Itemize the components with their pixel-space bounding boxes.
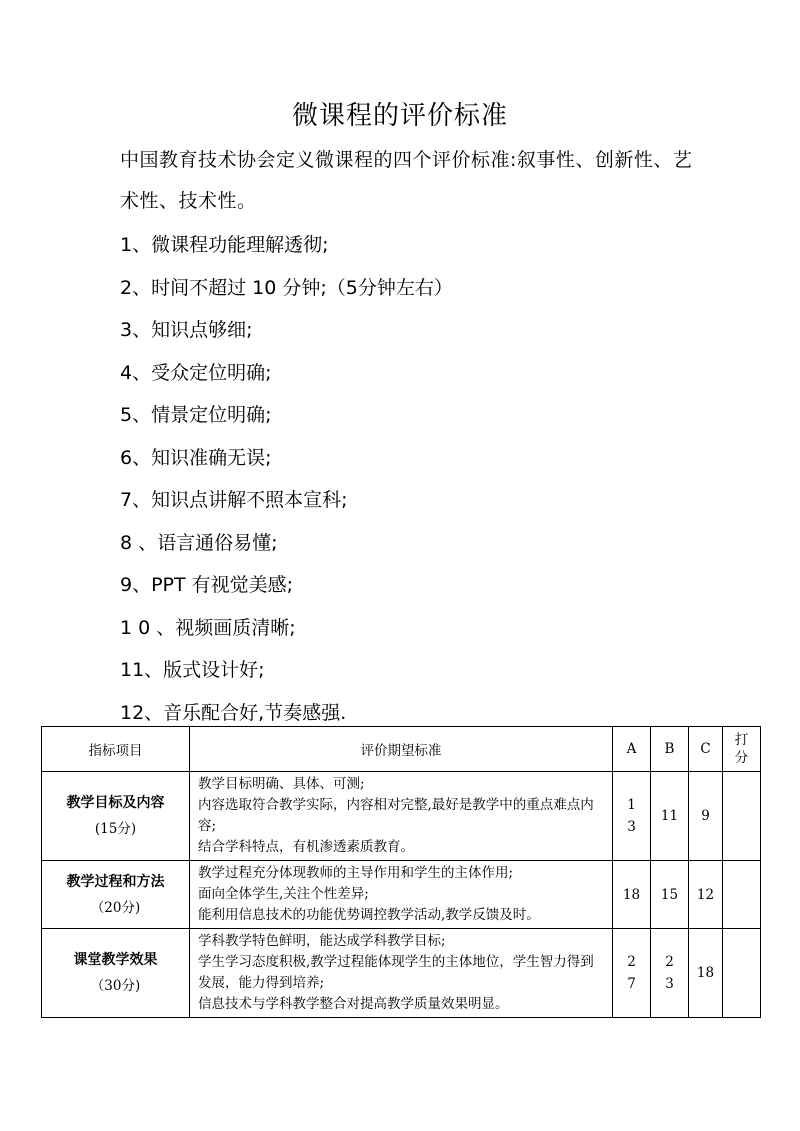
grade-b-cell: 15 [651,861,689,929]
standard-cell [190,929,613,1018]
criteria-item: 2、时间不超过 10 分钟;（5分钟左右） [120,276,453,299]
criteria-item: 3、知识点够细; [120,319,253,341]
standard-cell [190,772,613,861]
item-name: 教学目标及内容 [66,795,165,811]
criteria-item: 5、情景定位明确; [120,404,272,426]
standard-line: 学生学习态度积极,教学过程能体现学生的主体地位，学生智力得到发展，能力得到培养; [198,954,594,991]
criteria-item: 9、PPT 有视觉美感; [120,574,294,596]
item-points: （20分) [90,899,141,916]
grade-a-cell: 27 [613,929,651,1018]
table-row [42,772,761,861]
criteria-item: 7、知识点讲解不照本宣科; [120,489,348,511]
header-standard: 评价期望标准 [190,727,613,772]
grade-a-cell: 13 [613,772,651,861]
standard-line: 教学目标明确、具体、可测; [198,776,365,792]
grade-c-cell: 12 [689,861,723,929]
document-title: 微课程的评价标准 [291,101,508,131]
score-input-cell[interactable] [723,929,761,1018]
standard-line: 信息技术与学科教学整合对提高教学质量效果明显。 [198,996,509,1012]
item-cell [42,929,190,1018]
item-points: (15分) [94,821,137,837]
header-grade-c: C [689,727,723,772]
header-score: 打分 [723,727,761,772]
criteria-list [120,224,720,734]
table-header-row [42,727,761,772]
standard-line: 教学过程充分体现教师的主导作用和学生的主体作用; [198,865,514,881]
score-input-cell[interactable] [723,861,761,929]
grade-b-cell: 11 [651,772,689,861]
header-item: 指标项目 [42,727,190,772]
item-name: 课堂教学效果 [73,952,158,968]
criteria-item: 12、音乐配合好,节奏感强. [120,701,347,724]
standard-line: 学科教学特色鲜明，能达成学科教学目标; [198,933,446,949]
grade-b-cell: 23 [651,929,689,1018]
evaluation-table [41,726,761,1018]
standard-line: 结合学科特点，有机渗透素质教育。 [198,839,414,855]
standard-cell [190,861,613,929]
table-row [42,929,761,1018]
grade-c-cell: 9 [689,772,723,861]
intro-paragraph: 中国教育技术协会定义微课程的四个评价标准:叙事性、创新性、艺术性、技术性。 [120,149,693,212]
item-points: （30分) [90,978,141,994]
criteria-item: 11、版式设计好; [120,659,265,681]
standard-line: 内容选取符合教学实际，内容相对完整,最好是教学中的重点难点内容; [198,797,594,834]
item-cell [42,772,190,861]
item-cell [42,861,190,929]
header-grade-a: A [613,727,651,772]
criteria-item: 1、微课程功能理解透彻; [120,234,329,256]
table-row [42,861,761,929]
score-input-cell[interactable] [723,772,761,861]
grade-a-cell: 18 [613,861,651,929]
standard-line: 能利用信息技术的功能优势调控教学活动,教学反馈及时。 [198,907,540,923]
criteria-item: 8 、语言通俗易懂; [120,531,278,554]
criteria-item: 1 0 、视频画质清晰; [120,616,296,639]
item-name: 教学过程和方法 [66,873,165,890]
grade-c-cell: 18 [689,929,723,1018]
standard-line: 面向全体学生,关注个性差异; [198,886,369,902]
header-grade-b: B [651,727,689,772]
criteria-item: 6、知识准确无误; [120,446,272,469]
criteria-item: 4、受众定位明确; [120,361,272,384]
